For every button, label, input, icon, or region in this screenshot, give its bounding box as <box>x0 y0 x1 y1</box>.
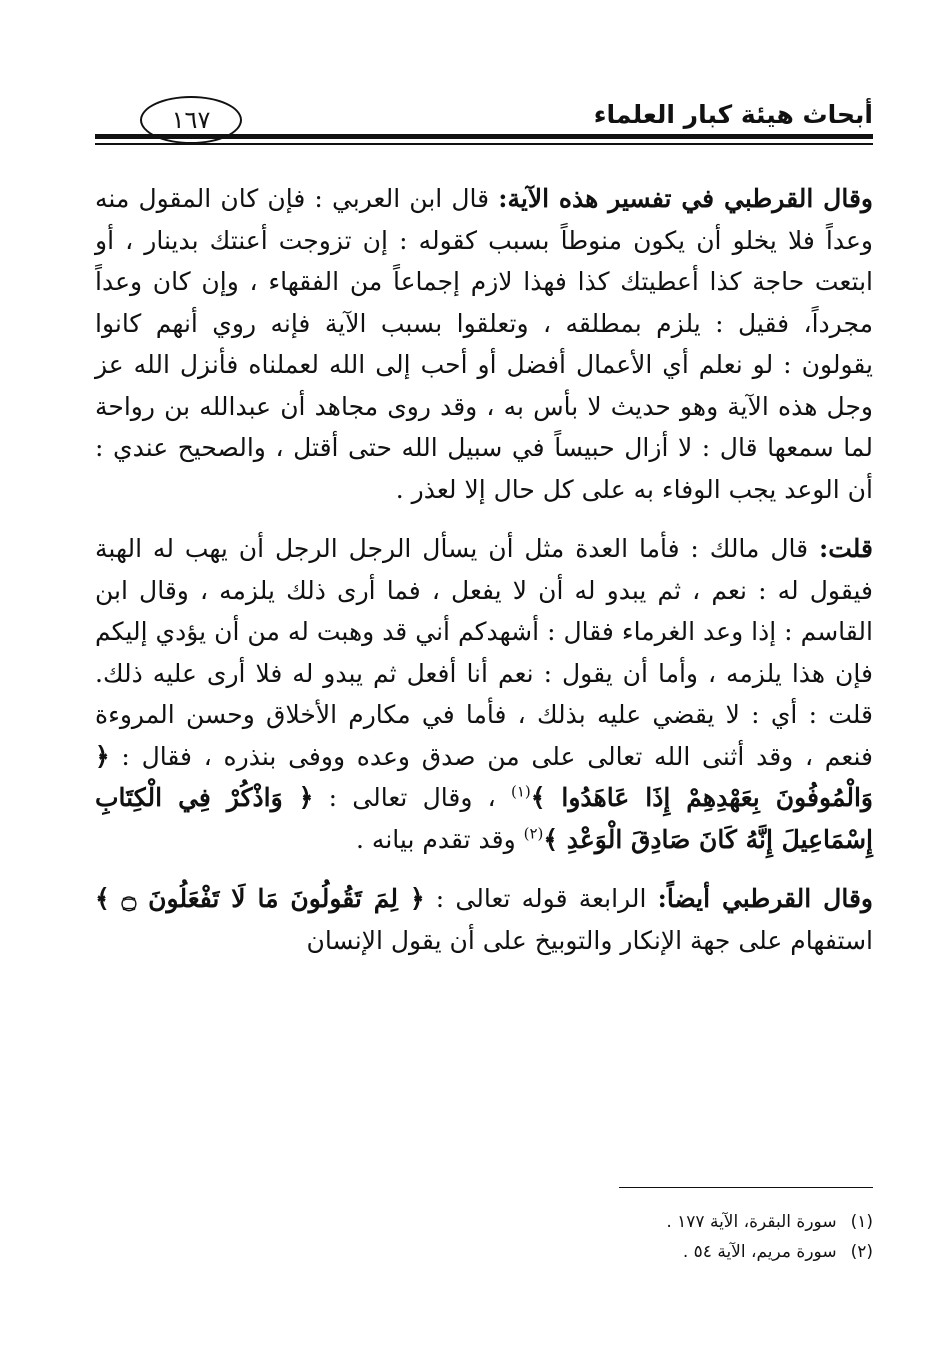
quran-verse: ﴿ لِمَ تَقُولُونَ مَا لَا تَفْعَلُونَ ۝ ﴾ <box>95 884 425 913</box>
footnote-ref: (١) <box>510 782 531 801</box>
page-header <box>95 86 873 158</box>
paragraph-text: وقد تقدم بيانه . <box>356 824 524 854</box>
footnote-text: سورة البقرة، الآية ١٧٧ . <box>666 1212 837 1232</box>
paragraph-lead: قلت: <box>818 534 873 563</box>
footnotes <box>273 1212 873 1272</box>
page-number: ١٦٧ <box>140 96 242 144</box>
running-title: أبحاث هيئة كبار العلماء <box>593 100 873 129</box>
header-rule-thick <box>95 134 873 139</box>
footnote-number: (٢) <box>850 1242 873 1262</box>
paragraph-text: قال ابن العربي : فإن كان المقول منه وعداً فلا يخلو أن يكون منوطاً بسبب كقوله : إن تزوجت أعنتك بدينار ، أو ابتعت حاجة كذا أعطيتك كذا فهذا لازم إجماعاً من الفقهاء ، وإن كان وعداً مجرداً، فقيل : يلزم بمطلقه ، وتعلقوا بسبب الآية فإنه روي أنهم كانوا يقولون : لو نعلم أي الأعمال أفضل أو أحب إلى الله لعملناه فأنزل الله عز وجل هذه الآية وهو حديث لا بأس به ، وقد روى مجاهد أن عبدالله بن رواحة لما سمعها قال : لا أزال حبيساً في سبيل الله حتى أقتل ، والصحيح عندي : أن الوعد يجب الوفاء به على كل حال إلا لعذر . <box>95 184 873 504</box>
paragraph-lead: وقال القرطبي أيضاً: <box>657 884 873 913</box>
paragraph-1 <box>95 178 873 510</box>
footnote-ref: (٢) <box>523 824 544 843</box>
footnote-item <box>273 1212 873 1232</box>
footnote-text: سورة مريم، الآية ٥٤ . <box>682 1242 837 1262</box>
paragraph-text: ، وقال تعالى : <box>313 783 511 812</box>
footnote-number: (١) <box>850 1212 873 1232</box>
paragraph-3 <box>95 878 873 961</box>
footnote-item <box>273 1242 873 1262</box>
quran-verse: ﴿ وَالْمُوفُونَ بِعَهْدِهِمْ إِذَا عَاهَدُوا ﴾ <box>95 741 873 812</box>
paragraph-2 <box>95 528 873 860</box>
header-rule-thin <box>95 143 873 145</box>
paragraph-lead: وقال القرطبي في تفسير هذه الآية: <box>498 184 873 213</box>
body-text <box>95 178 873 961</box>
footnote-separator <box>619 1187 873 1188</box>
paragraph-text: الرابعة قوله تعالى : <box>424 884 658 913</box>
paragraph-text: قال مالك : فأما العدة مثل أن يسأل الرجل الرجل أن يهب له الهبة فيقول له : نعم ، ثم يبدو له أن لا يفعل ، فما أرى ذلك يلزمه ، وقال ابن القاسم : إذا وعد الغرماء فقال : أشهدكم أني قد وهبت له من أن يؤدي إليكم فإن هذا يلزمه ، وأما أن يقول : نعم أنا أفعل ثم يبدو له فلا أرى عليه ذلك. قلت : أي : لا يقضي عليه بذلك ، فأما في مكارم الأخلاق وحسن المروءة فنعم ، وقد أثنى الله تعالى على من صدق وعده ووفى بنذره ، فقال : <box>95 534 873 771</box>
quran-verse: ﴿ وَاذْكُرْ فِي الْكِتَابِ إِسْمَاعِيلَ إِنَّهُ كَانَ صَادِقَ الْوَعْدِ ﴾ <box>95 783 873 854</box>
paragraph-text: استفهام على جهة الإنكار والتوبيخ على أن يقول الإنسان <box>306 925 873 955</box>
